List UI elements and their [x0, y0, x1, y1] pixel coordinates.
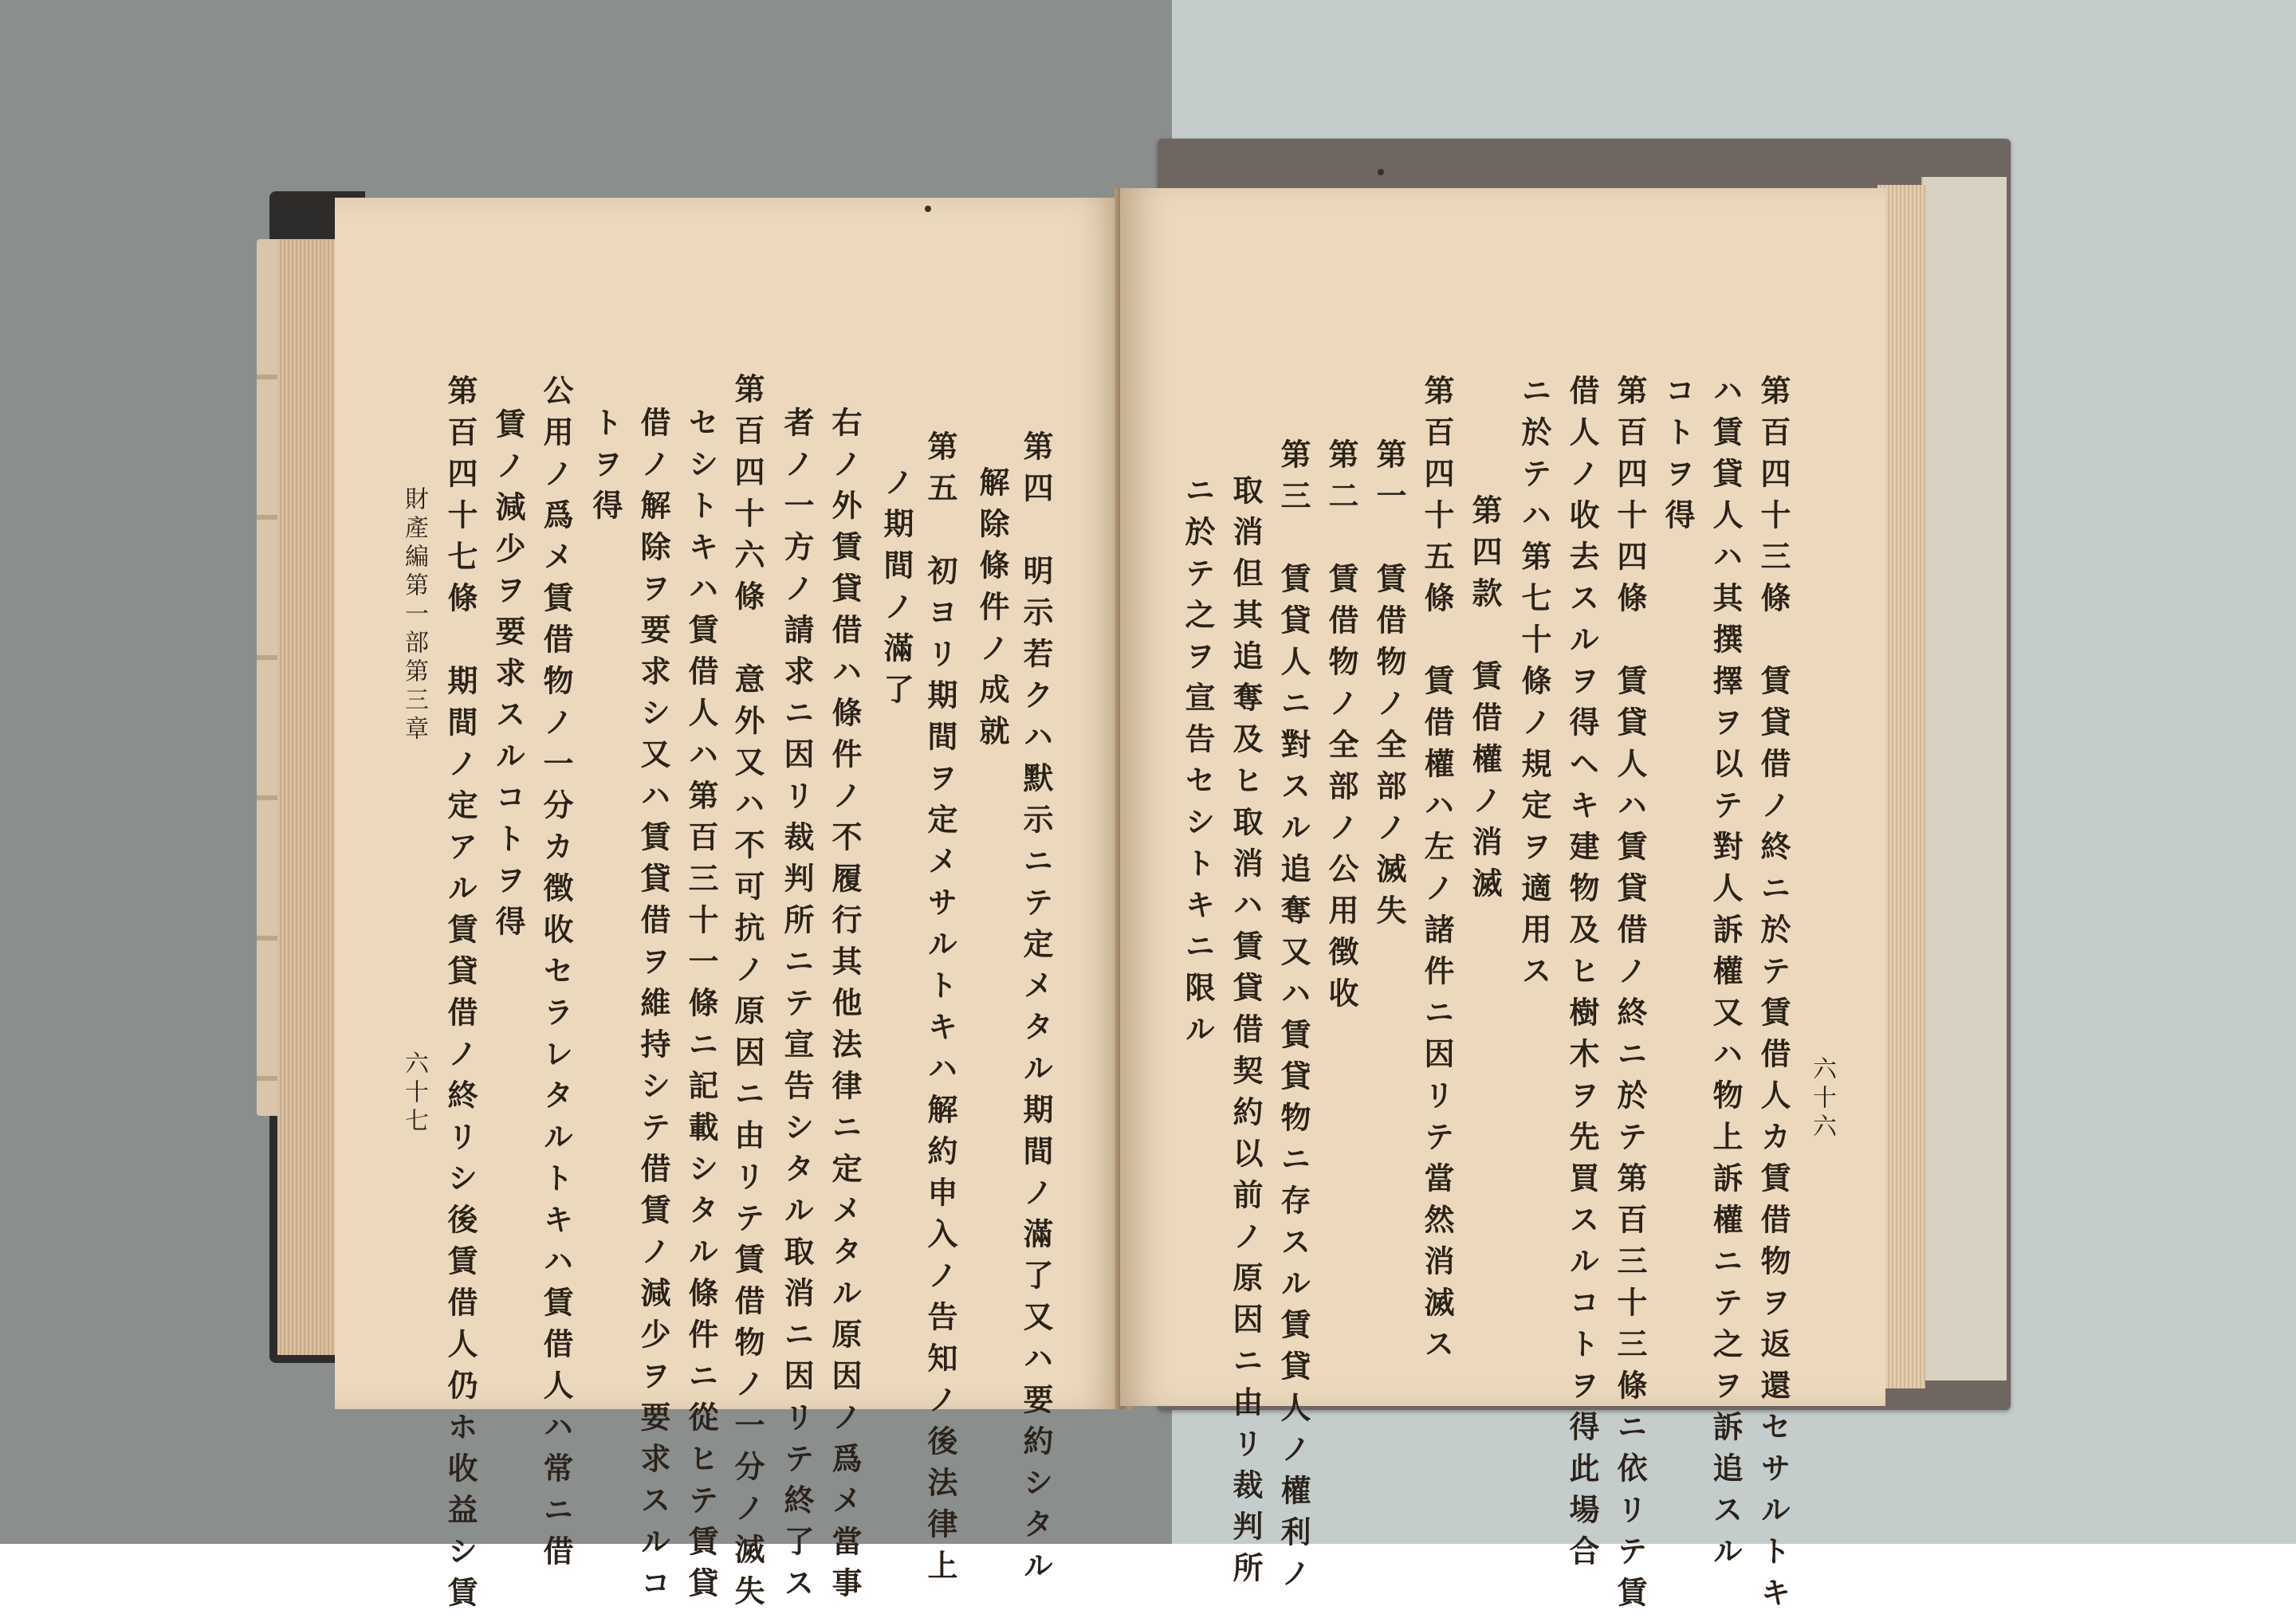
endpaper-board	[1921, 177, 2007, 1380]
text-line: 解除條件ノ成就	[974, 466, 1010, 756]
text-line: 右ノ外賃貸借ハ條件ノ不履行其他法律ニ定メタル原因ノ爲メ當事	[827, 406, 863, 1608]
page-number: 六十七	[400, 1051, 428, 1137]
running-header: 財產編第一部第三章	[400, 486, 428, 744]
binding-hole	[1378, 169, 1384, 175]
text-line: 第二 賃借物ノ全部ノ公用徴收	[1323, 438, 1359, 1019]
text-line: セシトキハ賃借人ハ第百三十一條ニ記載シタル條件ニ從ヒテ賃貸	[683, 406, 719, 1608]
text-line: 借人ノ收去スルヲ得ヘキ建物及ヒ樹木ヲ先買スルコトヲ得此場合	[1564, 375, 1600, 1577]
text-line: 第四 明示若クハ默示ニテ定メタル期間ノ滿了又ハ要約シタル	[1018, 430, 1054, 1591]
text-line: 第百四十四條 賃貸人ハ賃貸借ノ終ニ於テ第百三十三條ニ依リテ賃	[1612, 375, 1648, 1618]
text-line: 公用ノ爲メ賃借物ノ一分カ徴收セラレタルトキハ賃借人ハ常ニ借	[538, 375, 574, 1577]
section-heading: 第四款 賃借權ノ消滅	[1467, 494, 1503, 909]
text-line: 第一 賃借物ノ全部ノ滅失	[1371, 438, 1407, 936]
text-line: 第百四十六條 意外又ハ不可抗ノ原因ニ由リテ賃借物ノ一分ノ滅失	[729, 373, 765, 1616]
text-line: 第五 初ヨリ期間ヲ定メサルトキハ解約申入ノ告知ノ後法律上	[922, 430, 958, 1591]
text-line: ニ於テ之ヲ宣告セシトキニ限ル	[1180, 474, 1216, 1054]
text-line: ニ於テハ第七十條ノ規定ヲ適用ス	[1516, 375, 1552, 996]
text-line: ノ期間ノ滿了	[879, 466, 914, 715]
text-line: コトヲ得	[1660, 375, 1696, 540]
text-line: 借ノ解除ヲ要求シ又ハ賃貸借ヲ維持シテ借賃ノ減少ヲ要求スルコ	[635, 406, 671, 1608]
text-line: 第百四十三條 賃貸借ノ終ニ於テ賃借人カ賃借物ヲ返還セサルトキ	[1755, 375, 1791, 1618]
text-line: 者ノ一方ノ請求ニ因リ裁判所ニテ宣告シタル取消ニ因リテ終了ス	[779, 406, 815, 1608]
text-line: 第百四十七條 期間ノ定アル賃貸借ノ終リシ後賃借人仍ホ收益シ賃	[442, 375, 478, 1618]
text-line: 賃ノ減少ヲ要求スルコトヲ得	[490, 408, 526, 947]
left-page-edges	[277, 239, 341, 1355]
text-line: 取消但其追奪及ヒ取消ハ賃貸借契約以前ノ原因ニ由リ裁判所	[1228, 474, 1264, 1593]
text-line: ハ賃貸人ハ其撰擇ヲ以テ對人訴權又ハ物上訴權ニテ之ヲ訴追スル	[1708, 375, 1744, 1577]
text-line: トヲ得	[588, 406, 623, 531]
text-line: 第百四十五條 賃借權ハ左ノ諸件ニ因リテ當然消滅ス	[1419, 375, 1455, 1369]
binding-hole	[925, 206, 931, 212]
page-number: 六十六	[1808, 1056, 1836, 1142]
text-line: 第三 賃貸人ニ對スル追奪又ハ賃貸物ニ存スル賃貸人ノ權利ノ	[1276, 438, 1311, 1599]
